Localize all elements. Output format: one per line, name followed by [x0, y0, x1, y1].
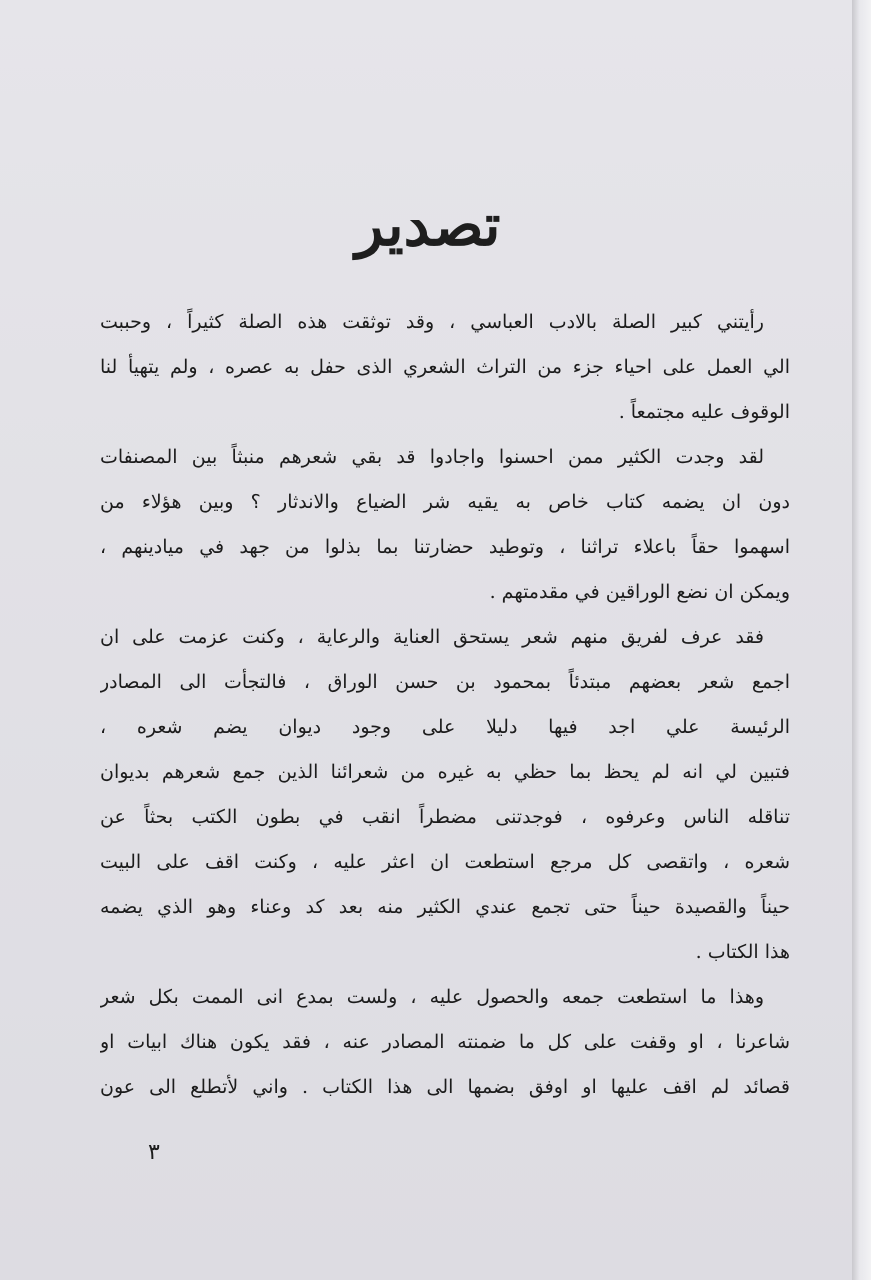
- text-line: ويمكن ان نضع الوراقين في مقدمتهم .: [489, 581, 790, 603]
- text-line: اسهموا حقاً باعلاء تراثنا ، وتوطيد حضارتنا بما بذلوا من جهد في ميادينهم ،: [100, 536, 790, 558]
- page-title: تصدير: [355, 191, 501, 259]
- page-edge: [852, 0, 871, 1280]
- text-line: الوقوف عليه مجتمعاً .: [618, 401, 790, 423]
- text-line: حيناً والقصيدة حيناً حتى تجمع عندي الكثير منه بعد كد وعناء وهو الذي يضمه: [100, 896, 790, 918]
- text-line: دون ان يضمه كتاب خاص به يقيه شر الضياع والاندثار ؟ وبين هؤلاء من: [100, 491, 790, 513]
- text-line: اجمع شعر بعضهم مبتدئاً بمحمود بن حسن الوراق ، فالتجأت الى المصادر: [100, 671, 790, 693]
- text-line: هذا الكتاب .: [695, 941, 790, 963]
- text-line: قصائد لم اقف عليها او اوفق بضمها الى هذا الكتاب . واني لأتطلع الى عون: [100, 1076, 790, 1098]
- text-line: فقد عرف لفريق منهم شعر يستحق العناية والرعاية ، وكنت عزمت على ان: [100, 626, 764, 648]
- text-line: شاعرنا ، او وقفت على كل ما ضمنته المصادر عنه ، فقد يكون هناك ابيات او: [100, 1031, 790, 1053]
- page-number: ٣: [148, 1140, 160, 1165]
- text-line: الرئيسة علي اجد فيها دليلا على وجود ديوان يضم شعره ،: [100, 716, 790, 738]
- text-line: رأيتني كبير الصلة بالادب العباسي ، وقد توثقت هذه الصلة كثيراً ، وحببت: [100, 311, 764, 333]
- text-line: الي العمل على احياء جزء من التراث الشعري الذى حفل به عصره ، ولم يتهيأ لنا: [100, 356, 790, 378]
- text-line: تناقله الناس وعرفوه ، فوجدتنى مضطراً انقب في بطون الكتب بحثاً عن: [100, 806, 790, 828]
- text-line: فتبين لي انه لم يحظ بما حظي به غيره من شعرائنا الذين جمع شعرهم بديوان: [100, 761, 790, 783]
- text-line: شعره ، واتقصى كل مرجع استطعت ان اعثر عليه ، وكنت اقف على البيت: [100, 851, 790, 873]
- text-line: لقد وجدت الكثير ممن احسنوا واجادوا قد بقي شعرهم منبثاً بين المصنفات: [100, 446, 764, 468]
- body-text: [100, 300, 790, 1110]
- text-line: وهذا ما استطعت جمعه والحصول عليه ، ولست بمدع انى الممت بكل شعر: [100, 986, 764, 1008]
